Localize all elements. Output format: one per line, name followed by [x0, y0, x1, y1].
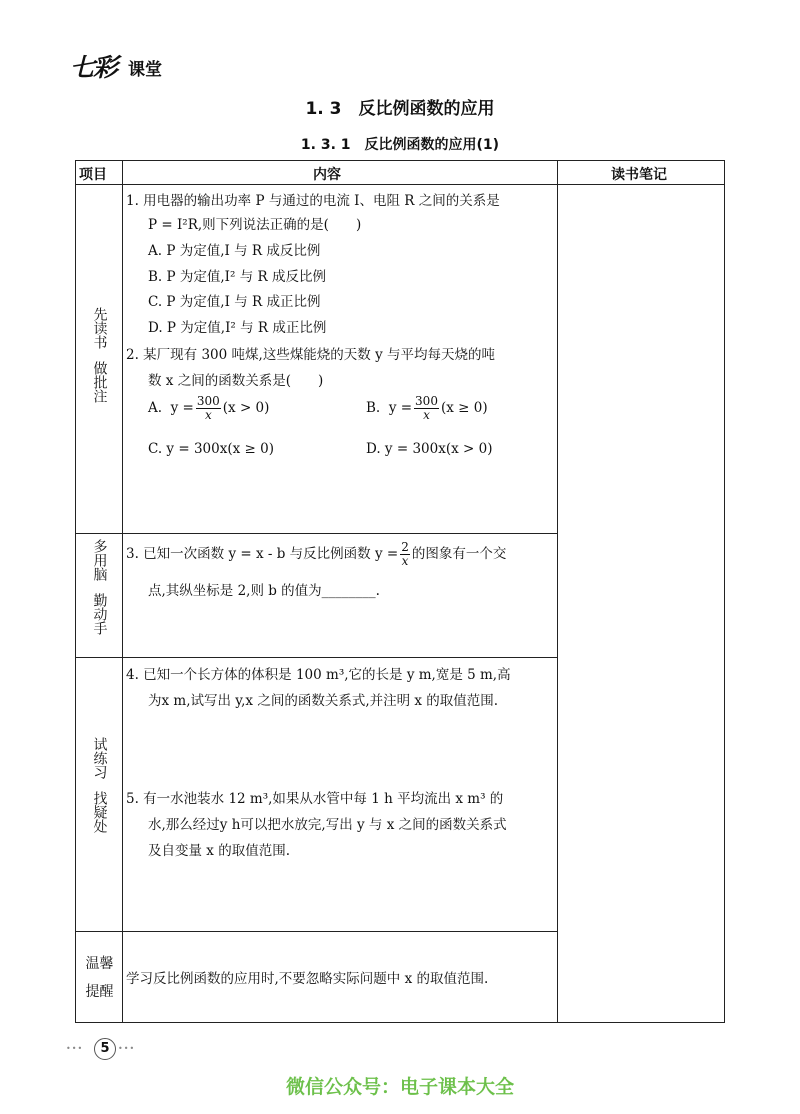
question-1-stem-cont: P = I²R,则下列说法正确的是( ) [148, 217, 362, 233]
row-divider [76, 533, 558, 534]
question-4-line-2: 为x m,试写出 y,x 之间的函数关系式,并注明 x 的取值范围. [148, 693, 499, 709]
fraction [400, 541, 410, 568]
logo-handwritten: 七彩 [70, 53, 117, 82]
lesson-subtitle: 1. 3. 1 反比例函数的应用(1) [300, 137, 500, 153]
question-2-stem-cont: 数 x 之间的函数关系是( ) [148, 373, 324, 389]
section-label-tip [76, 953, 123, 1003]
label-line: 找疑处 [91, 791, 108, 833]
option-condition: (x ≥ 0) [440, 400, 488, 416]
publisher-logo [66, 48, 170, 82]
page-number-badge [64, 1038, 144, 1062]
option-label: A. [148, 400, 163, 416]
section-label-practice [76, 737, 123, 833]
label-line: 先读书 [91, 307, 108, 349]
question-2-stem: 2. 某厂现有 300 吨煤,这些煤能烧的天数 y 与平均每天烧的吨 [126, 347, 496, 363]
fraction [196, 395, 221, 422]
logo-text: 课堂 [128, 60, 162, 80]
row-divider [76, 931, 558, 932]
question-1-stem: 1. 用电器的输出功率 P 与通过的电流 I、电阻 R 之间的关系是 [126, 193, 500, 209]
question-2-option-c: C. y = 300x(x ≥ 0) [148, 441, 274, 457]
header-content: 内容 [313, 167, 341, 183]
section-label-think [76, 539, 123, 635]
section-title: 1. 3 反比例函数的应用 [305, 99, 495, 119]
question-2-option-d: D. y = 300x(x > 0) [366, 441, 493, 457]
tip-text: 学习反比例函数的应用时,不要忽略实际问题中 x 的取值范围. [126, 971, 489, 987]
question-5-line-1: 5. 有一水池装水 12 m³,如果从水管中每 1 h 平均流出 x m³ 的 [126, 791, 504, 807]
question-1-option-b: B. P 为定值,I² 与 R 成反比例 [148, 269, 326, 285]
fraction-numerator: 2 [401, 540, 409, 554]
header-notes: 读书笔记 [611, 167, 667, 183]
fraction-numerator: 300 [415, 394, 438, 408]
option-condition: (x > 0) [222, 400, 270, 416]
table-header [76, 161, 724, 185]
page-number: 5 [94, 1038, 116, 1060]
option-lhs: y = [388, 400, 413, 416]
question-3-text: 3. 已知一次函数 y = x - b 与反比例函数 y = [126, 546, 399, 562]
option-lhs: y = [170, 400, 194, 416]
question-3-line-2: 点,其纵坐标是 2,则 b 的值为________. [148, 583, 380, 599]
question-4-line-1: 4. 已知一个长方体的体积是 100 m³,它的长是 y m,宽是 5 m,高 [126, 667, 511, 683]
label-line: 勤动手 [91, 593, 108, 635]
row-divider [76, 657, 558, 658]
question-2-option-a [148, 395, 269, 422]
fraction-denominator: x [423, 408, 430, 422]
decorative-dots: ••• [66, 1044, 84, 1053]
fraction-denominator: x [401, 554, 409, 568]
question-1-option-d: D. P 为定值,I² 与 R 成正比例 [148, 320, 327, 336]
option-label: B. [366, 400, 381, 416]
fraction-numerator: 300 [196, 394, 220, 408]
decorative-dots: ••• [118, 1044, 136, 1053]
label-line: 提醒 [85, 984, 114, 1000]
question-3-line-1 [126, 541, 506, 568]
footer-watermark: 微信公众号：电子课本大全 [285, 1076, 514, 1098]
fraction [414, 395, 439, 422]
lesson-table [75, 160, 725, 1023]
fraction-denominator: x [204, 408, 212, 422]
question-5-line-2: 水,那么经过y h可以把水放完,写出 y 与 x 之间的函数关系式 [148, 817, 507, 833]
column-divider [557, 161, 558, 1022]
question-5-line-3: 及自变量 x 的取值范围. [148, 843, 290, 859]
question-3-text: 的图象有一个交 [411, 546, 507, 562]
question-1-option-a: A. P 为定值,I 与 R 成反比例 [148, 243, 321, 259]
question-2-option-b [366, 395, 488, 422]
label-line: 试练习 [91, 737, 108, 779]
label-line: 温馨 [85, 956, 114, 972]
label-line: 做批注 [91, 361, 108, 403]
header-item: 项目 [79, 167, 107, 183]
question-1-option-c: C. P 为定值,I 与 R 成正比例 [148, 294, 321, 310]
section-label-read [76, 307, 123, 403]
label-line: 多用脑 [91, 539, 108, 581]
